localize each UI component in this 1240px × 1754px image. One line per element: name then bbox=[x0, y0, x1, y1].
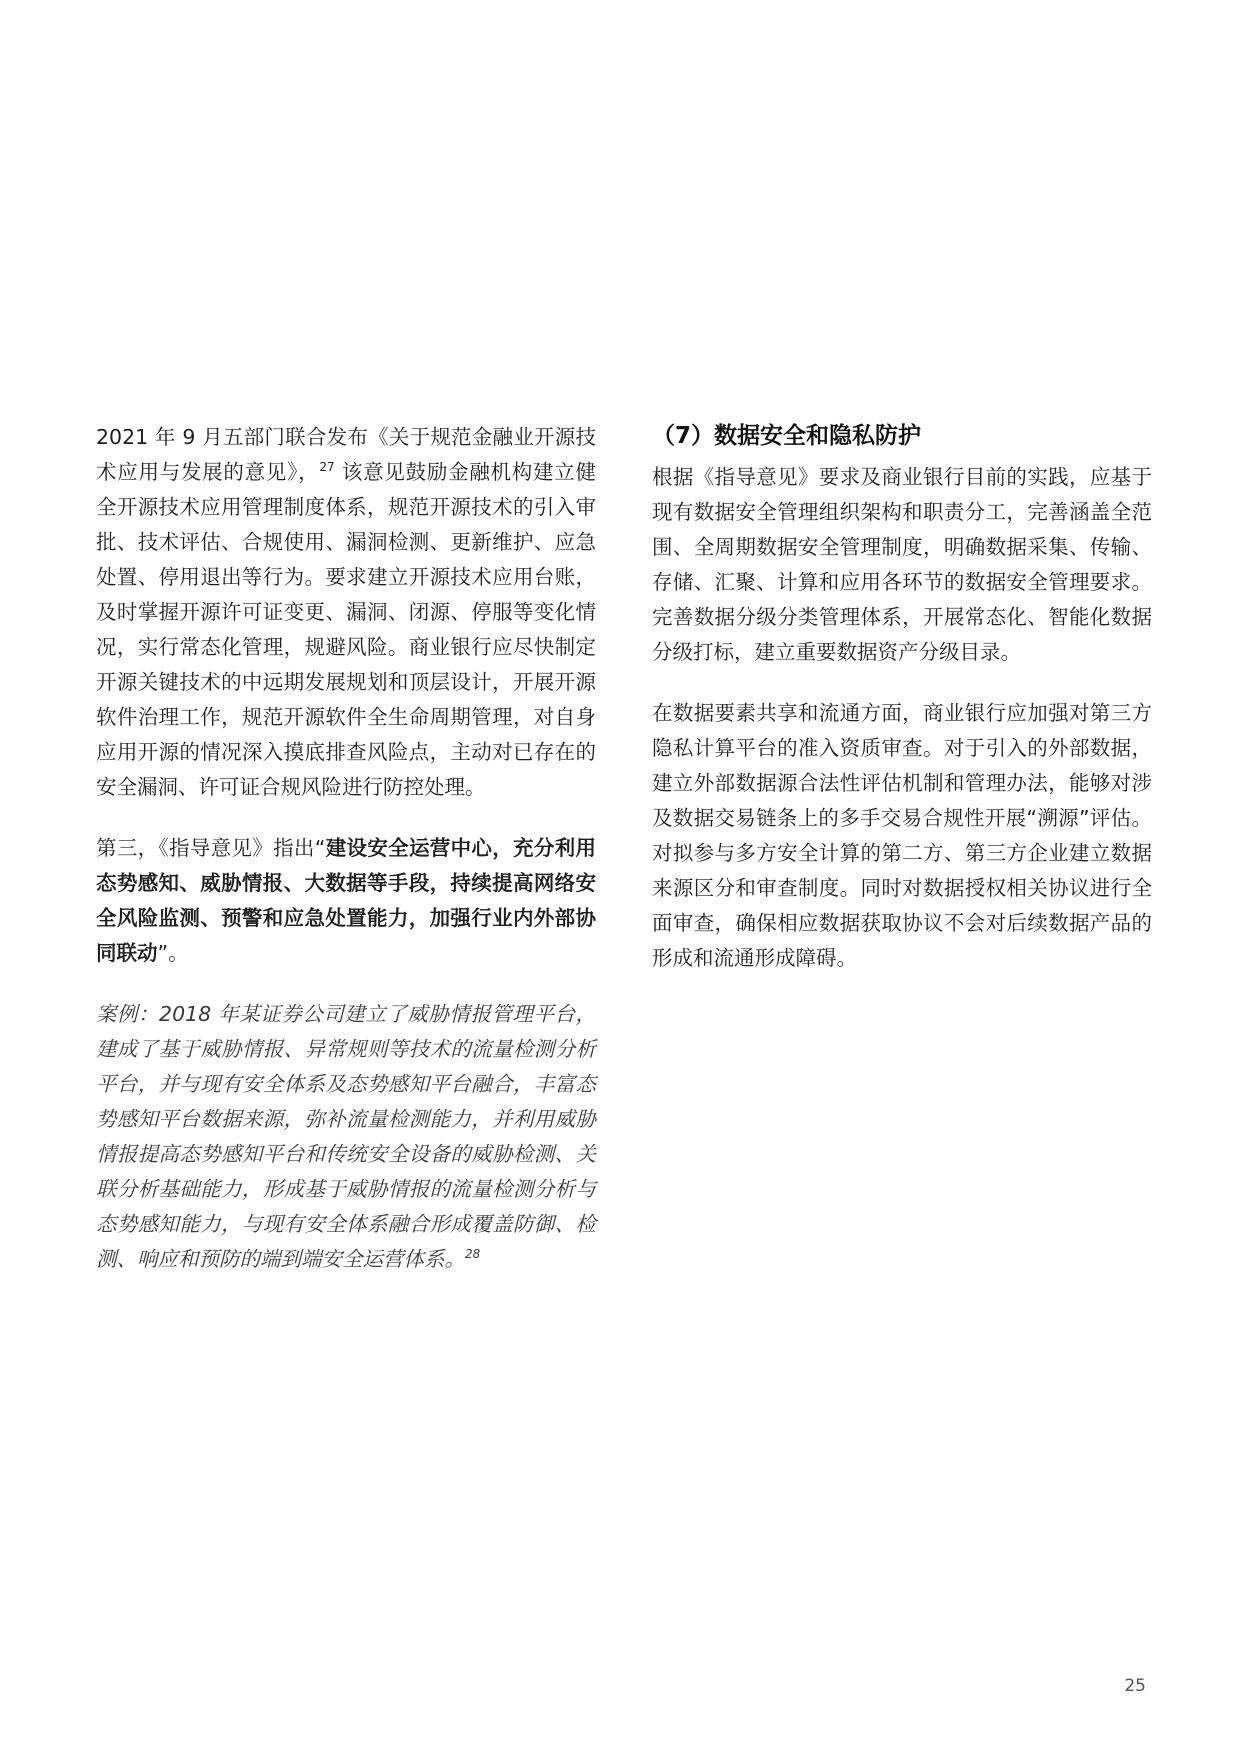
right-column bbox=[652, 418, 1152, 1002]
guidance-prefix: 第三，《指导意见》指出“ bbox=[96, 836, 326, 860]
left-column bbox=[96, 420, 596, 1303]
data-security-paragraph: 根据《指导意见》要求及商业银行目前的实践，应基于现有数据安全管理组织架构和职责分工，完善涵盖全范围、全周期数据安全管理制度，明确数据采集、传输、存储、汇聚、计算和应用各环节的数据安全管理要求。完善数据分级分类管理体系，开展常态化、智能化数据分级打标，建立重要数据资产分级目录。 bbox=[652, 465, 1152, 664]
section-heading: （7）数据安全和隐私防护 bbox=[652, 423, 922, 449]
guidance-suffix: ”。 bbox=[157, 941, 189, 965]
footnote-27: 27 bbox=[319, 460, 335, 475]
page-number: 25 bbox=[1124, 1676, 1146, 1696]
open-source-text-a: 2021 年 9 月五部门联合发布《关于规范金融业开源技术应用与发展的意见》， bbox=[96, 425, 596, 484]
open-source-text-b: 该意见鼓励金融机构建立健全开源技术应用管理制度体系，规范开源技术的引入审批、技术评估、合规使用、漏洞检测、更新维护、应急处置、停用退出等行为。要求建立开源技术应用台账，及时掌握开源许可证变更、漏洞、闭源、停服等变化情况，实行常态化管理，规避风险。商业银行应尽快制定开源关键技术的中远期发展规划和顶层设计，开展开源软件治理工作，规范开源软件全生命周期管理，对自身应用开源的情况深入摸底排查风险点，主动对已存在的安全漏洞、许可证合规风险进行防控处理。 bbox=[96, 460, 597, 799]
guidance-paragraph bbox=[96, 831, 596, 971]
case-study-paragraph bbox=[96, 997, 596, 1277]
guidance-bold-a: 建设安全运营中心，充分利用态势感知、威胁情报、大数据等手段， bbox=[96, 836, 597, 895]
guidance-bold-b: 持续提高网络安全风险监测、预警和应急处置能力，加强行业内外部协同联动 bbox=[96, 871, 597, 965]
data-sharing-paragraph: 在数据要素共享和流通方面，商业银行应加强对第三方隐私计算平台的准入资质审查。对于引入的外部数据，建立外部数据源合法性评估机制和管理办法，能够对涉及数据交易链条上的多手交易合规性开展“溯源”评估。对拟参与多方安全计算的第二方、第三方企业建立数据来源区分和审查制度。同时对数据授权相关协议进行全面审查，确保相应数据获取协议不会对后续数据产品的形成和流通形成障碍。 bbox=[652, 701, 1152, 970]
case-study-text: 案例：2018 年某证券公司建立了威胁情报管理平台，建成了基于威胁情报、异常规则等技术的流量检测分析平台，并与现有安全体系及态势感知平台融合，丰富态势感知平台数据来源，弥补流量检测能力，并利用威胁情报提高态势感知平台和传统安全设备的威胁检测、关联分析基础能力，形成基于威胁情报的流量检测分析与态势感知能力，与现有安全体系融合形成覆盖防御、检测、响应和预防的端到端安全运营体系。 bbox=[96, 1002, 596, 1271]
open-source-paragraph bbox=[96, 420, 596, 805]
footnote-28: 28 bbox=[465, 1247, 481, 1262]
